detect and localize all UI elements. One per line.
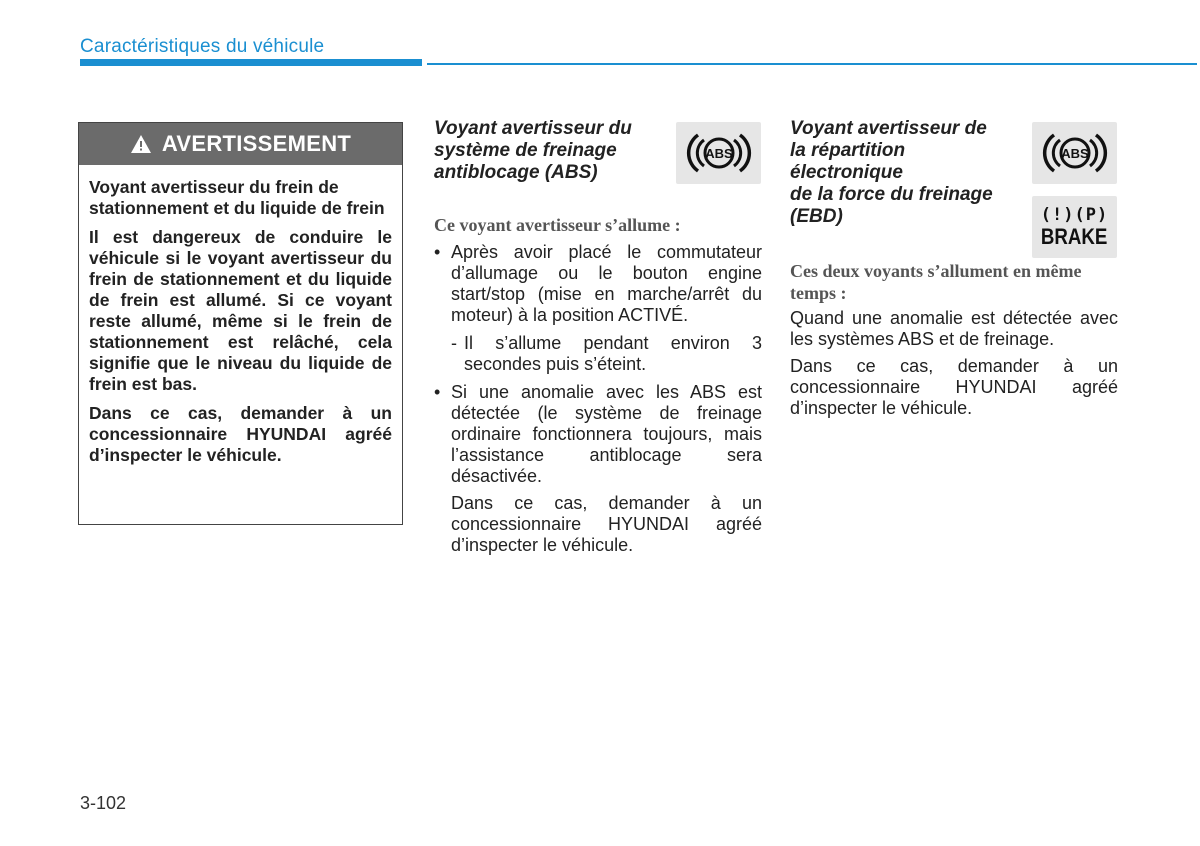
- header-rule-thick: [80, 59, 422, 66]
- ebd-title-line: Voyant avertisseur de: [790, 118, 987, 139]
- bullet-follow-paragraph: Dans ce cas, demander à un concessionnaire HYUNDAI agréé d’inspecter le véhicule.: [451, 493, 762, 555]
- ebd-title-line: électronique: [790, 162, 903, 183]
- sub-item-text: Il s’allume pendant environ 3 secondes puis s’éteint.: [464, 333, 762, 374]
- warning-header: [79, 123, 402, 165]
- abs-section: [434, 118, 762, 563]
- ebd-section-title: [790, 118, 1025, 228]
- sub-list-item: [451, 333, 762, 375]
- ebd-title-line: de la force du freinage: [790, 184, 993, 205]
- ebd-paragraph: Dans ce cas, demander à un concessionnaire HYUNDAI agréé d’inspecter le véhicule.: [790, 356, 1118, 418]
- ebd-section: [790, 118, 1118, 419]
- ebd-paragraph: Quand une anomalie est détectée avec les systèmes ABS et de freinage.: [790, 308, 1118, 349]
- warning-heading: AVERTISSEMENT: [161, 131, 352, 156]
- page-number: 3-102: [80, 793, 127, 813]
- abs-lamp-label: ABS: [704, 146, 733, 161]
- dash-marker: -: [451, 333, 457, 353]
- brake-symbols: (!)(P): [1040, 205, 1109, 225]
- abs-bullet-list: [434, 242, 762, 556]
- header-rule-thin: [427, 63, 1197, 65]
- warning-box: [78, 122, 403, 525]
- list-item: [434, 242, 762, 375]
- bullet-text: Si une anomalie avec les ABS est détectée (le système de freinage ordinaire fonctionnera toujours, mais l’assistance antiblocage sera désactivée.: [451, 382, 762, 486]
- warning-paragraph: Il est dangereux de conduire le véhicule si le voyant avertisseur du frein de stationnement et du liquide de frein est allumé. Si ce voyant reste allumé, même si le frein de stationnement est relâché, cela signifie que le niveau du liquide de frein est bas.: [89, 227, 392, 394]
- warning-body: [79, 165, 402, 466]
- ebd-subheading: Ces deux voyants s’allument en même temps :: [790, 261, 1082, 303]
- ebd-title-line: la répartition: [790, 140, 906, 161]
- list-item: [434, 382, 762, 556]
- page-header-title: Caractéristiques du véhicule: [80, 36, 325, 57]
- warning-triangle-icon: [130, 134, 152, 154]
- ebd-abs-lamp-label: ABS: [1060, 146, 1089, 161]
- bullet-dot: •: [434, 242, 441, 262]
- warning-paragraph: Dans ce cas, demander à un concessionnaire HYUNDAI agréé d’inspecter le véhicule.: [89, 403, 392, 465]
- abs-subheading: Ce voyant avertisseur s’allume :: [434, 215, 681, 235]
- ebd-title-line: (EBD): [790, 206, 843, 227]
- brake-lamp-label: BRAKE: [1041, 224, 1108, 249]
- bullet-dot: •: [434, 382, 441, 402]
- bullet-text: Après avoir placé le commutateur d’allumage ou le bouton engine start/stop (mise en marche/arrêt du moteur) à la position ACTIVÉ.: [451, 242, 762, 325]
- warning-paragraph: Voyant avertisseur du frein de stationnement et du liquide de frein: [89, 177, 385, 218]
- abs-section-title: Voyant avertisseur du système de freinage antiblocage (ABS): [434, 118, 632, 183]
